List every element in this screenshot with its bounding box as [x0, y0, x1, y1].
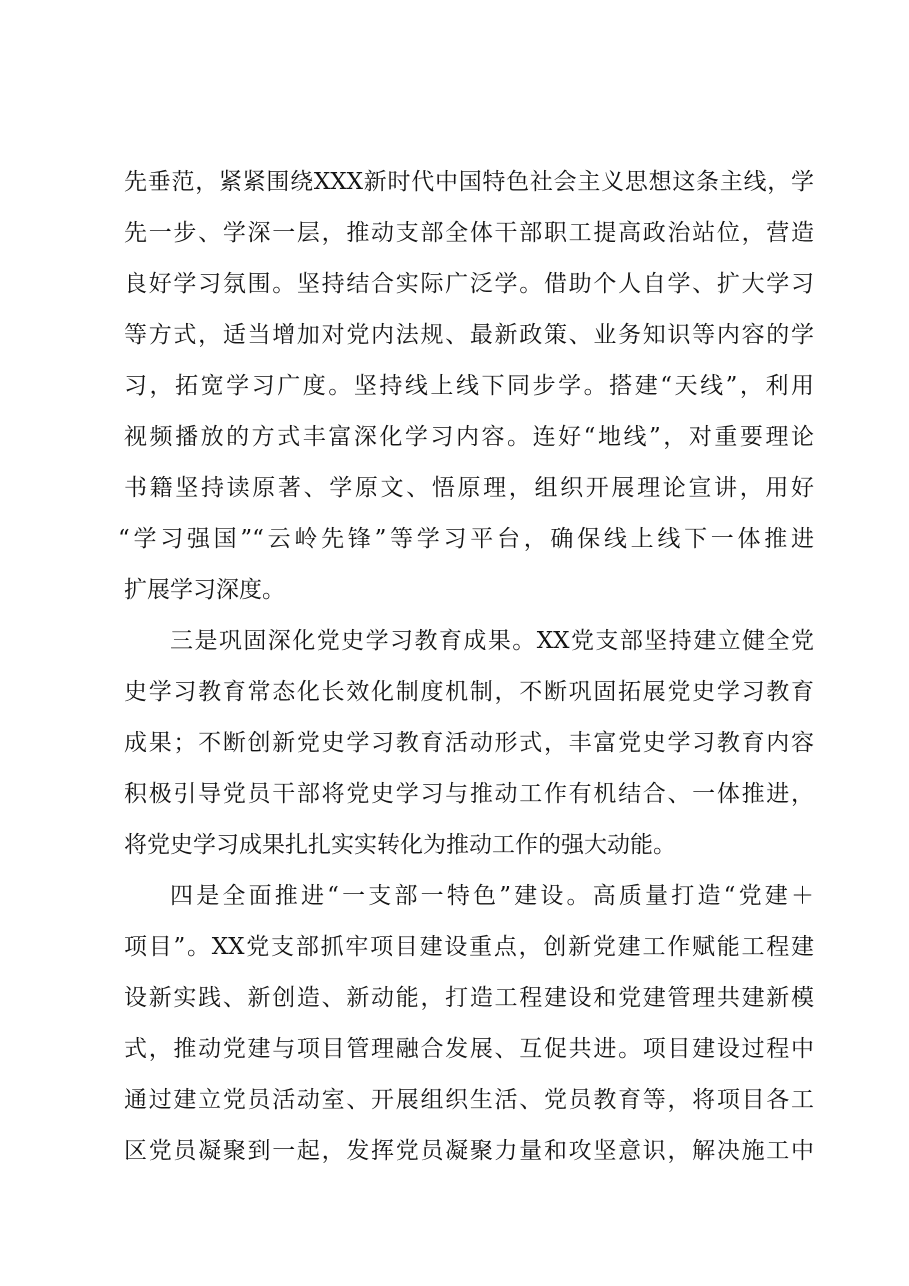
- text-line: 项目”。XX党支部抓牢项目建设重点，创新党建工作赋能工程建: [124, 934, 814, 960]
- text-line: 积极引导党员干部将党史学习与推动工作有机结合、一体推进，: [124, 781, 814, 807]
- text-line: 式，推动党建与项目管理融合发展、互促共进。项目建设过程中: [124, 1036, 814, 1062]
- paragraph-heading-line: 四是全面推进“一支部一特色”建设。高质量打造“党建＋: [170, 883, 814, 909]
- text-line: 视频播放的方式丰富深化学习内容。连好“地线”，对重要理论: [124, 424, 814, 450]
- paragraph-heading-line: 三是巩固深化党史学习教育成果。XX党支部坚持建立健全党: [170, 628, 814, 654]
- text-line: 区党员凝聚到一起，发挥党员凝聚力量和攻坚意识，解决施工中: [124, 1138, 814, 1164]
- text-line: 通过建立党员活动室、开展组织生活、党员教育等，将项目各工: [124, 1087, 814, 1113]
- text-line: 先垂范，紧紧围绕XXX新时代中国特色社会主义思想这条主线，学: [124, 169, 814, 195]
- text-line: 等方式，适当增加对党内法规、最新政策、业务知识等内容的学: [124, 322, 814, 348]
- text-line: 习，拓宽学习广度。坚持线上线下同步学。搭建“天线”，利用: [124, 373, 814, 399]
- text-line: 成果；不断创新党史学习教育活动形式，丰富党史学习教育内容: [124, 730, 814, 756]
- text-line: 扩展学习深度。: [124, 577, 285, 603]
- text-line: “学习强国”“云岭先锋”等学习平台，确保线上线下一体推进: [118, 526, 814, 552]
- text-line: 书籍坚持读原著、学原文、悟原理，组织开展理论宣讲，用好: [124, 475, 814, 501]
- text-line: 将党史学习成果扎扎实实转化为推动工作的强大动能。: [124, 832, 676, 858]
- text-line: 良好学习氛围。坚持结合实际广泛学。借助个人自学、扩大学习: [124, 271, 814, 297]
- text-line: 史学习教育常态化长效化制度机制，不断巩固拓展党史学习教育: [124, 679, 814, 705]
- text-line: 先一步、学深一层，推动支部全体干部职工提高政治站位，营造: [124, 220, 814, 246]
- text-line: 设新实践、新创造、新动能，打造工程建设和党建管理共建新模: [124, 985, 814, 1011]
